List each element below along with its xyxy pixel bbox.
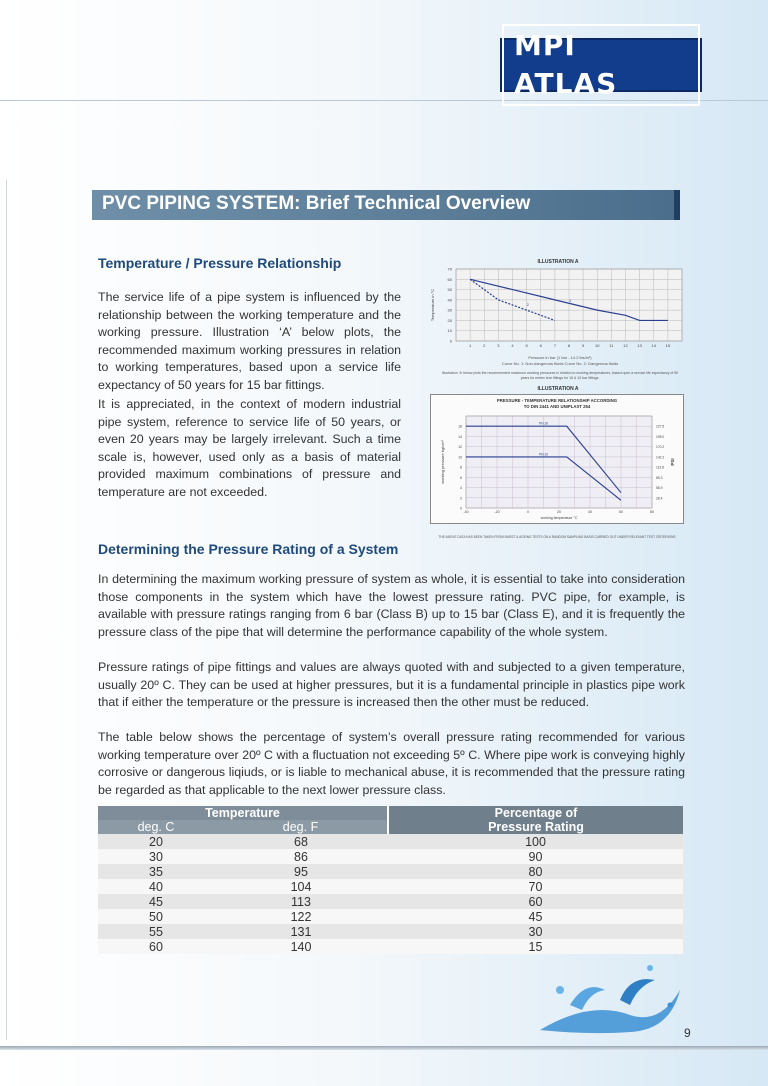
logo-text: MPI ATLAS — [502, 24, 700, 106]
illustration-a-title: ILLUSTRATION A — [537, 259, 579, 265]
table-row — [98, 894, 683, 909]
chart-b-y-tick: 10 — [458, 455, 462, 460]
chart-a-x-tick: 13 — [637, 343, 642, 348]
chart-a-x-tick: 7 — [553, 343, 556, 348]
chart-a-y-tick: 20 — [447, 317, 452, 323]
chart-a-x-tick: 12 — [623, 343, 628, 348]
chart-b-x-tick: 80 — [650, 510, 654, 514]
illustration-a-footer-label: ILLUSTRATION A — [537, 386, 579, 392]
illustration-a-legend: Curve No. 1: Non-dangerous fluids Curve No. 2: Dangerous fluids — [501, 361, 619, 366]
chart-a-x-tick: 5 — [525, 343, 528, 348]
chart-a-x-tick: 11 — [609, 343, 614, 348]
bottom-rule — [0, 1046, 768, 1050]
chart-b-psi-tick: 199.0 — [656, 434, 665, 439]
table-cell-deg-f: 104 — [214, 879, 388, 894]
chart-b-y-tick: 6 — [460, 475, 462, 480]
table-cell-deg-c: 40 — [98, 879, 214, 894]
illustration-b-title-line1: PRESSURE - TEMPERATURE RELATIONSHIP ACCORDING — [496, 398, 618, 403]
chart-a-y-tick: 50 — [447, 287, 452, 293]
chart-a-curve-label-1: 1 — [569, 297, 572, 303]
chart-b-psi-tick: 85.3 — [656, 475, 663, 480]
brand-logo — [500, 29, 702, 100]
table-cell-deg-f: 122 — [214, 909, 388, 924]
table-row — [98, 864, 683, 879]
table-row — [98, 909, 683, 924]
paragraph-service-life: The service life of a pipe system is influenced by the relationship between the working temperature and the working pressure. Illustration ‘A’ below plots, the recommended maximum working pressures in relation to working temperatures, based upon a service life expectancy of 50 years for 15 bar fittings. — [98, 290, 401, 392]
chart-b-psi-tick: 28.4 — [656, 496, 663, 501]
chart-b-x-tick: -40 — [463, 510, 469, 514]
table-cell-percentage: 70 — [388, 879, 683, 894]
chart-b-x-tick: -20 — [494, 510, 500, 514]
table-cell-percentage: 100 — [388, 834, 683, 849]
table-cell-deg-f: 68 — [214, 834, 388, 849]
table-header-percentage — [388, 806, 683, 834]
chart-a-x-tick: 8 — [567, 343, 571, 348]
chart-a-y-tick: 0 — [449, 338, 452, 344]
chart-b-x-tick: 60 — [619, 510, 623, 514]
paragraph-lowest-rating: In determining the maximum working pressure of system as whole, it is essential to take into consideration those components in the system which have the lowest pressure rating. PVC pipe, for example, is available with pressure ratings ranging from 6 bar (Class B) up to 15 bar (Class E), and it is frequently the pressure class of the pipe that will determine the performance capability of the whole system. — [98, 572, 685, 639]
table-header-percentage-line1: Percentage of — [494, 806, 578, 820]
chart-a-y-tick: 60 — [447, 276, 452, 282]
chart-b-x-tick: 20 — [557, 510, 561, 514]
chart-b-psi-tick: 56.9 — [656, 486, 663, 491]
paragraph-table-intro: The table below shows the percentage of system’s overall pressure rating recommended for various working temperature over 20º C with a fluctuation not exceeding 5º C. Where pipe work is conveying highly corrosive or dangerous liqiuds, or is liable to mechanical abuse, it is recommended that the pressure rating be regarded as that applicable to the next lower pressure class. — [98, 730, 685, 797]
table-row — [98, 939, 683, 954]
chart-a-x-tick: 10 — [595, 343, 600, 348]
pressure-rating-table — [98, 806, 683, 954]
chart-b-y-tick: 14 — [458, 434, 462, 439]
chart-a-x-tick: 15 — [665, 343, 671, 348]
table-cell-percentage: 80 — [388, 864, 683, 879]
table-cell-deg-c: 60 — [98, 939, 214, 954]
margin-line — [6, 180, 7, 1040]
chart-a-y-tick: 40 — [447, 297, 452, 303]
table-cell-deg-f: 131 — [214, 924, 388, 939]
page-title: PVC PIPING SYSTEM: Brief Technical Overview — [102, 193, 531, 214]
chart-b-psi-tick: 227.5 — [656, 424, 665, 429]
table-cell-percentage: 60 — [388, 894, 683, 909]
chart-a-y-tick: 70 — [447, 266, 452, 272]
illustration-b-footnote: THE ABOVE DATA HAS BEEN TAKEN FROM BURST & AGEING TESTS ON A RANDOM SAMPLING BASIS CARRIED OUT UNDER RELEVANT TEST CRITERIONS — [438, 535, 676, 539]
table-cell-percentage: 90 — [388, 849, 683, 864]
chart-a-ylabel: Temperature in °C — [430, 288, 435, 322]
chart-b-y-tick: 0 — [460, 506, 462, 511]
chart-a-x-tick: 9 — [582, 343, 585, 348]
table-cell-deg-f: 140 — [214, 939, 388, 954]
chart-a-y-tick: 10 — [447, 328, 452, 334]
illustration-a-chart — [424, 265, 688, 352]
chart-a-x-tick: 2 — [483, 343, 486, 348]
chart-b-psi-tick: 142.2 — [656, 455, 665, 460]
table-cell-deg-c: 20 — [98, 834, 214, 849]
chart-b-x-tick: 0 — [527, 510, 529, 514]
illustration-a-caption: Illustration ‘A’ below plots the recommended maximum working pressures in relation to working temperatures, based upon a service life expectancy of 50 years for metric size fittings for 16 & 10 bar fittings. — [441, 371, 679, 380]
chart-b-ylabel: working pressure kg/cm² — [440, 440, 445, 484]
chart-b-y-tick: 8 — [460, 465, 462, 470]
table-cell-deg-c: 30 — [98, 849, 214, 864]
section-heading-temperature: Temperature / Pressure Relationship — [98, 255, 342, 271]
table-cell-deg-c: 55 — [98, 924, 214, 939]
table-row — [98, 834, 683, 849]
chart-b-y-tick: 16 — [458, 424, 462, 429]
chart-a-curve-label-2: 2 — [526, 302, 529, 308]
illustration-b-chart — [430, 410, 684, 524]
chart-b-line-label: PN 16 — [539, 421, 548, 426]
table-header-deg-c: deg. C — [98, 820, 214, 834]
table-cell-deg-c: 45 — [98, 894, 214, 909]
table-cell-percentage: 15 — [388, 939, 683, 954]
illustration-a-xlabel: Pressure in bar (1 bar - 14.2 lbs/in²) — [528, 355, 592, 360]
table-header-percentage-line2: Pressure Rating — [488, 820, 584, 834]
table-row — [98, 849, 683, 864]
chart-b-y-tick: 2 — [460, 496, 462, 501]
table-cell-percentage: 45 — [388, 909, 683, 924]
water-splash-graphic — [530, 960, 690, 1050]
illustration-b-title-line2: TO DIN 2441 AND UNIPLAST 254 — [523, 404, 591, 409]
table-header-deg-f: deg. F — [214, 820, 388, 834]
chart-b-line-label: PN 10 — [539, 452, 548, 457]
chart-b-y-tick: 12 — [458, 445, 462, 450]
table-cell-deg-c: 50 — [98, 909, 214, 924]
chart-b-x-tick: 40 — [588, 510, 592, 514]
table-cell-deg-f: 95 — [214, 864, 388, 879]
paragraph-time-scale: It is appreciated, in the context of modern industrial pipe system, reference to service life of 50 years, or even 20 years may be largely irrelevant. Such a time scale is, however, used only as a basis of material provided maximum combinations of pressure and temperature are not exceeded. — [98, 397, 401, 499]
paragraph-pressure-ratings: Pressure ratings of pipe fittings and values are always quoted with and subjected to a given temperature, usually 20º C. They can be used at higher pressures, but it is a fundamental principle in plastics pipe work that if either the temperature or the pressure is increased then the other must be reduced. — [98, 660, 685, 710]
chart-b-psi-label: PSI — [670, 458, 675, 466]
chart-b-psi-tick: 113.8 — [656, 465, 665, 470]
page-number: 9 — [684, 1026, 691, 1040]
chart-a-x-tick: 1 — [469, 343, 472, 348]
chart-a-y-tick: 30 — [447, 307, 452, 313]
table-cell-deg-f: 86 — [214, 849, 388, 864]
chart-a-x-tick: 6 — [539, 343, 542, 348]
table-row — [98, 924, 683, 939]
table-cell-percentage: 30 — [388, 924, 683, 939]
table-cell-deg-f: 113 — [214, 894, 388, 909]
chart-b-xlabel: working temperature °C — [540, 516, 578, 520]
table-cell-deg-c: 35 — [98, 864, 214, 879]
section-heading-pressure-rating: Determining the Pressure Rating of a System — [98, 541, 399, 557]
page-title-bar — [92, 190, 680, 220]
chart-a-x-tick: 14 — [651, 343, 656, 348]
chart-b-y-tick: 4 — [460, 486, 462, 491]
chart-a-x-tick: 3 — [497, 343, 500, 348]
table-header-temperature: Temperature — [98, 806, 388, 820]
chart-b-psi-tick: 170.2 — [656, 445, 665, 450]
table-row — [98, 879, 683, 894]
chart-a-x-tick: 4 — [511, 343, 514, 348]
